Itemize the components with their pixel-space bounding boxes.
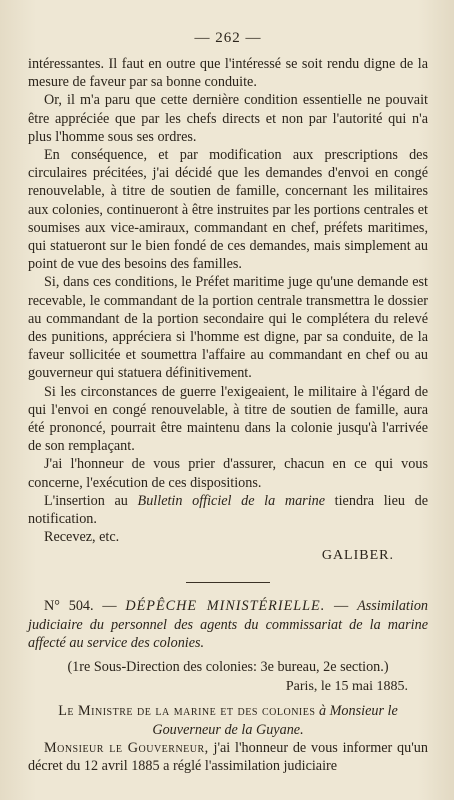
paragraph-war-circumstances: Si les circonstances de guerre l'exigeaient, le militaire à l'égard de qui l'envoi en congé renouvelable, à titre de soutien de famille, aura été prononcé, pourrait être maintenu dans la colonie jusqu'à l'arrivée de son remplaçant. — [28, 383, 428, 455]
bulletin-title: Bulletin officiel de la marine — [137, 492, 326, 509]
dispatch-dash: — — [93, 598, 126, 615]
dispatch-title: DÉPÊCHE MINISTÉRIELLE. — [125, 598, 326, 615]
paragraph-condition: Or, il m'a paru que cette dernière condition essentielle ne pouvait être appréciée que par les chefs directs et non par l'autorité qui n'a plus l'homme sous ses ordres. — [28, 92, 428, 145]
insertion-before: L'insertion au — [44, 492, 138, 509]
page-number: — 262 — — [194, 30, 262, 46]
paragraph-closing — [28, 739, 428, 775]
paragraph-continuation: intéressantes. Il faut en outre que l'intéressé se soit rendu digne de la mesure de faveur par sa bonne conduite. — [28, 56, 428, 91]
paragraph-decision: En conséquence, et par modification aux prescriptions des circulaires précitées, j'ai décidé que les demandes d'envoi en congé renouvelable, à titre de soutien de famille, concernant les militaires aux colonies, continueront à être instruites par les portions centrales et soumises aux vice-amiraux, commandant en chef, préfets maritimes, qui statueront sur le bien fondé de ces demandes, mais simplement au point de vue des besoins des familles. — [28, 147, 428, 273]
paragraph-insertion — [28, 492, 428, 528]
direction-line: (1re Sous-Direction des colonies: 3e bureau, 2e section.) — [67, 659, 389, 676]
closing-text: j'ai l'honneur de vous informer qu'un décret du 12 avril 1885 a réglé l'assimilation judiciaire — [28, 739, 428, 774]
dateline: Paris, le 15 mai 1885. — [285, 679, 408, 695]
dispatch-number: N° 504. — [44, 598, 94, 615]
heading-from: Le Ministre de la marine et des colonies — [58, 703, 316, 720]
signature: GALIBER. — [321, 548, 394, 564]
addressee-heading — [28, 702, 428, 738]
paragraph-execution: J'ai l'honneur de vous prier d'assurer, chacun en ce qui vous concerne, l'exécution de ces dispositions. — [28, 456, 428, 491]
insertion-after: tiendra lieu de notification. — [28, 492, 428, 528]
salutation: Monsieur le Gouverneur, — [44, 739, 209, 756]
section-divider — [186, 582, 270, 583]
paragraph-recevez: Recevez, etc. — [44, 529, 120, 546]
paragraph-procedure: Si, dans ces conditions, le Préfet maritime juge qu'une demande est recevable, le commandant de la portion centrale transmettra le dossier au commandant de la portion secondaire qui le complétera du relevé des punitions, appréciera si l'homme est digne, par sa conduite, de la faveur sollicitée et soumettra l'affaire au commandant en chef ou au gouverneur qui statuera définitivement. — [28, 274, 428, 382]
dispatch-subject: Assimilation judiciaire du personnel des agents du commissariat de la marine affecté au service des colonies. — [28, 598, 429, 651]
dispatch-header: N° 504. — DÉPÊCHE MINISTÉRIELLE. — Assimilation judiciaire du personnel des agents du commissariat de la marine affecté au service des colonies. — [28, 598, 429, 651]
heading-to: à Monsieur le Gouverneur de la Guyane. — [152, 703, 398, 738]
